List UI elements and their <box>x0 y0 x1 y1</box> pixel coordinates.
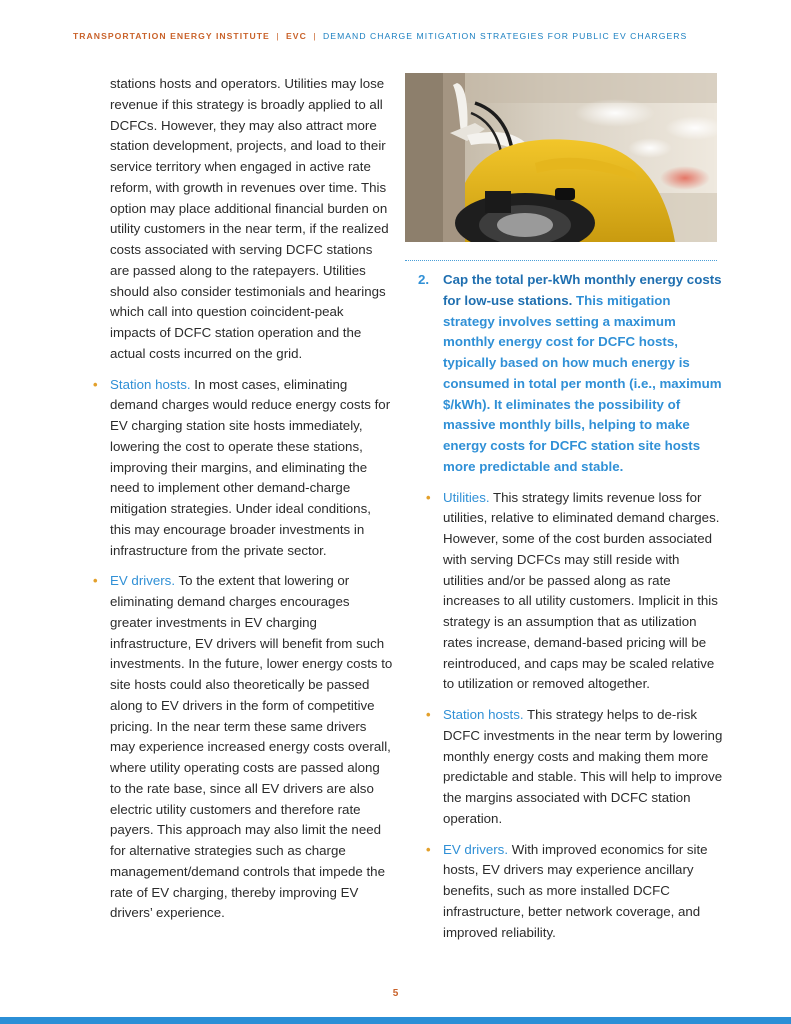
header-short: EVC <box>286 31 307 41</box>
header-separator: | <box>313 31 317 41</box>
header-separator: | <box>276 31 280 41</box>
running-header <box>73 31 771 41</box>
section-divider <box>405 260 717 261</box>
bullet-text: This strategy limits revenue loss for utilities, relative to eliminated demand charges. However, some of the cost burden associated with serving DCFCs may still reside with utilities and/or be passed along as rate increases to all utility customers. Implicit in this strategy is an assumption that as utilization rates increase, demand-based pricing will be reintroduced, and caps may be scaled relative to utilization or removed altogether. <box>443 489 720 692</box>
header-title: DEMAND CHARGE MITIGATION STRATEGIES FOR PUBLIC EV CHARGERS <box>323 31 688 41</box>
bullet-ev-drivers <box>426 840 723 944</box>
bullet-text: To the extent that lowering or eliminating demand charges encourages greater investments in EV charging infrastructure, EV drivers will benefit from such investments. In the future, lower energy costs to site hosts could also theoretically be passed along to EV drivers in the form of competitive pricing. In the near term these same drivers may experience increased energy costs overall, where utility operating costs are passed along to the rate base, since all EV drivers are also electric utility customers and therefore rate payers. This approach may also limit the need for alternative strategies such as charge management/demand controls that impede the rate of EV charging, thereby improving EV drivers’ experience. <box>110 573 393 921</box>
item-title: Cap the total per-kWh monthly energy costs for low-use stations. <box>443 272 722 308</box>
header-org: TRANSPORTATION ENERGY INSTITUTE <box>73 31 270 41</box>
bullet-lead: Station hosts. <box>443 707 524 722</box>
strategy-item-2 <box>418 270 723 478</box>
bullet-station-hosts <box>93 375 393 562</box>
bullet-lead: Station hosts. <box>110 376 191 392</box>
ev-charger-photo <box>405 73 717 242</box>
ev-charger-photo-illustration <box>405 73 717 242</box>
right-column <box>418 270 723 943</box>
item-number: 2. <box>418 272 430 287</box>
bullet-ev-drivers <box>93 571 393 924</box>
bullet-lead: Utilities. <box>443 489 490 505</box>
bullet-text: In most cases, eliminating demand charges would reduce energy costs for EV charging station site hosts immediately, lowering the cost to operate these stations, improving their margins, and eliminating the need to implement other demand-charge mitigation strategies. Under ideal conditions, this may encourage broader investments in infrastructure from the private sector. <box>110 376 391 558</box>
page-number: 5 <box>392 988 399 999</box>
bullet-utilities <box>426 488 723 696</box>
bullet-lead: EV drivers. <box>110 573 176 589</box>
bullet-text: This strategy helps to de-risk DCFC investments in the near term by lowering monthly energy costs and making them more predictable and stable. This will help to improve the margins associated with DCFC station operation. <box>443 707 723 826</box>
item-text: This mitigation strategy involves setting a maximum monthly energy cost for DCFC hosts, typically based on how much energy is consumed in total per month (i.e., maximum $/kWh). It eliminates the possibility of massive monthly bills, helping to make energy costs for DCFC station site hosts more predictable and stable. <box>443 292 722 474</box>
bullet-text: With improved economics for site hosts, EV drivers may experience ancillary benefits, such as more installed DCFC infrastructure, better network coverage, and improved reliability. <box>443 841 708 940</box>
bullet-lead: EV drivers. <box>443 841 509 857</box>
bullet-station-hosts <box>426 705 723 830</box>
left-column <box>93 74 393 924</box>
bottom-accent-bar <box>0 1017 791 1024</box>
intro-paragraph: stations hosts and operators. Utilities may lose revenue if this strategy is broadly applied to all DCFCs. However, they may also attract more station development, projects, and load to their service territory when engaged in active rate reform, with growth in revenues over time. This option may place additional financial burden on utility customers in the near term, if the realized costs associated with serving DCFC stations are passed along to the ratepayers. Utilities should also consider testimonials and hearings which call into question coincident-peak impacts of DCFC station operation and the actual costs incurred on the grid. <box>110 76 389 361</box>
